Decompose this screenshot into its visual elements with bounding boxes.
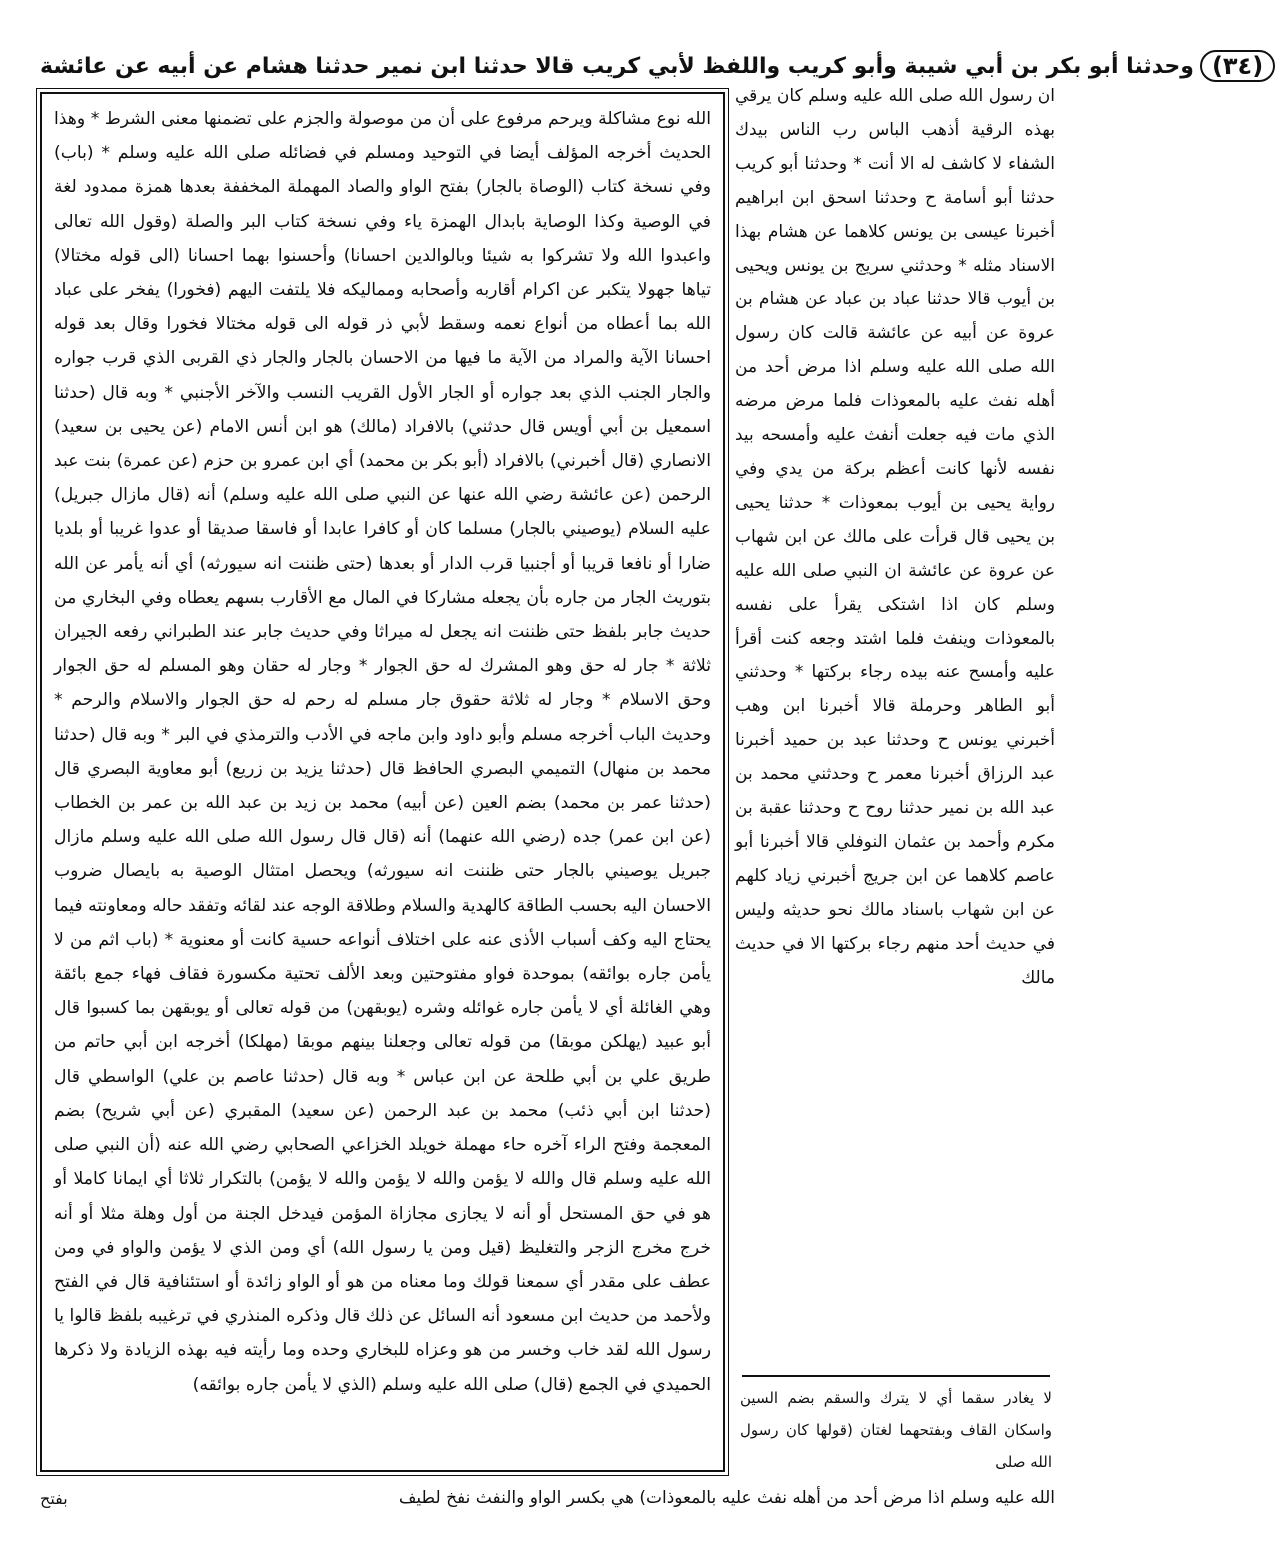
catchword: بفتح	[40, 1488, 68, 1508]
side-hadith-text: ان رسول الله صلى الله عليه وسلم كان يرقي بهذه الرقية أذهب الباس رب الناس بيدك الشفاء لا كاشف له الا أنت * وحدثنا أبو كريب حدثنا أبو أسامة ح وحدثنا اسحق ابن ابراهيم أخبرنا عيسى بن يونس كلاهما عن هشام بهذا الاسناد مثله * وحدثني سريج بن يونس ويحيى بن أيوب قالا حدثنا عباد بن عباد عن هشام بن عروة عن أبيه عن عائشة قالت كان رسول الله صلى الله عليه وسلم اذا مرض أحد من أهله نفث عليه بالمعوذات فلما مرض مرضه الذي مات فيه جعلت أنفث عليه وأمسحه بيد نفسه لأنها كانت أعظم بركة من يدي وفي رواية يحيى بن أيوب بمعوذات * حدثنا يحيى بن يحيى قال قرأت على مالك عن ابن شهاب عن عروة عن عائشة ان النبي صلى الله عليه وسلم كان اذا اشتكى يقرأ على نفسه بالمعوذات وينفث فلما اشتد وجعه كنت أقرأ عليه وأمسح عنه بيده رجاء بركتها * وحدثني أبو الطاهر وحرملة قالا أخبرنا ابن وهب أخبرني يونس ح وحدثنا عبد بن حميد أخبرنا عبد الرزاق أخبرنا معمر ح وحدثني محمد بن عبد الله بن نمير حدثنا روح ح وحدثنا عقبة بن مكرم وأحمد بن عثمان النوفلي قالا أخبرنا أبو عاصم كلاهما عن ابن جريج أخبرني زياد كلهم عن ابن شهاب باسناد مالك نحو حديثه وليس في حديث أحد منهم رجاء بركتها الا في حديث مالك	[735, 86, 1055, 988]
header-right-text: وحدثنا أبو بكر بن أبي شيبة وأبو كريب واللفظ لأبي كريب قالا حدثنا ابن نمير حدثنا هشام عن أبيه عن عائشة	[40, 53, 1194, 79]
footnote-text: لا يغادر سقما أي لا يترك والسقم بضم السين واسكان القاف وبفتحهما لغتان (قولها كان رسول الله صلى	[740, 1389, 1052, 1471]
footnote-separator	[742, 1375, 1050, 1377]
main-commentary-text: الله نوع مشاكلة ويرحم مرفوع على أن من موصولة والجزم على تضمنها معنى الشرط * وهذا الحديث أخرجه المؤلف أيضا في التوحيد ومسلم في فضائله صلى الله عليه وسلم * (باب) وفي نسخة كتاب (الوصاة بالجار) بفتح الواو والصاد المهملة المخففة بعدها همزة ممدود لغة في الوصية وكذا الوصاية بابدال الهمزة ياء وفي نسخة كتاب البر والصلة (وقول الله تعالى واعبدوا الله ولا تشركوا به شيئا وبالوالدين احسانا) وأحسنوا بهما احسانا (الى قوله مختالا) تياها جهولا يتكبر عن اكرام أقاربه وأصحابه ومماليكه فلا يلتفت اليهم (فخورا) يفخر على عباد الله بما أعطاه من أنواع نعمه وسقط لأبي ذر قوله الى قوله مختالا فخورا وقال بعد قوله احسانا الآية والمراد من الآية ما فيها من الاحسان بالجار والجار ذي القربى الذي قرب جواره والجار الجنب الذي بعد جواره أو الجار الأول القريب النسب والآخر الأجنبي * وبه قال (حدثنا اسمعيل بن أبي أويس قال حدثني) بالافراد (مالك) هو ابن أنس الامام (عن يحيى بن سعيد) الانصاري (قال أخبرني) بالافراد (أبو بكر بن محمد) أي ابن عمرو بن حزم (عن عمرة) بنت عبد الرحمن (عن عائشة رضي الله عنها عن النبي صلى الله عليه وسلم) أنه (قال مازال جبريل) عليه السلام (يوصيني بالجار) مسلما كان أو كافرا عابدا أو فاسقا صديقا أو عدوا غريبا أو بلديا ضارا أو نافعا قريبا أو أجنبيا قرب الدار أو بعدها (حتى ظننت انه سيورثه) أي أنه يأمر عن الله بتوريث الجار من جاره بأن يجعله مشاركا في المال مع الأقارب بسهم يعطاه وفي البخاري من حديث جابر بلفظ حتى ظننت انه يجعل له ميراثا وفي حديث جابر عند الطبراني رفعه الجيران ثلاثة * جار له حق وهو المشرك له حق الجوار * وجار له حقان وهو المسلم له حق الجوار وحق الاسلام * وجار له ثلاثة حقوق جار مسلم له رحم له حق الجوار والاسلام والرحم * وحديث الباب أخرجه مسلم وأبو داود وابن ماجه في الأدب والترمذي في البر * وبه قال (حدثنا محمد بن منهال) التميمي البصري الحافظ قال (حدثنا يزيد بن زريع) أبو معاوية البصري قال (حدثنا عمر بن محمد) بضم العين (عن أبيه) محمد بن زيد بن عبد الله بن عمر بن الخطاب (عن ابن عمر) جده (رضي الله عنهما) أنه (قال قال رسول الله صلى الله عليه وسلم مازال جبريل يوصيني بالجار حتى ظننت انه سيورثه) ويحصل امتثال الوصية به بايصال ضروب الاحسان اليه بحسب الطاقة كالهدية والسلام وطلاقة الوجه عند لقائه وتفقد حاله ومعاونته فيما يحتاج اليه وكف أسباب الأذى عنه على اختلاف أنواعه حسية كانت أو معنوية * (باب اثم من لا يأمن جاره بوائقه) بموحدة فواو مفتوحتين وبعد الألف تحتية مكسورة فقاف فهاء جمع بائقة وهي الغائلة أي لا يأمن جاره غوائله وشره (يوبقهن) من قوله تعالى أو يوبقهن بما كسبوا قال أبو عبيد (يهلكن موبقا) من قوله تعالى وجعلنا بينهم موبقا (مهلكا) أخرجه ابن أبي حاتم من طريق علي بن أبي طلحة عن ابن عباس * وبه قال (حدثنا عاصم بن علي) الواسطي قال (حدثنا ابن أبي ذئب) محمد بن عبد الرحمن (عن سعيد) المقبري (عن أبي شريح) بضم المعجمة وفتح الراء آخره حاء مهملة خويلد الخزاعي الصحابي رضي الله عنه (أن النبي صلى الله عليه وسلم قال والله لا يؤمن والله لا يؤمن والله لا يؤمن) بالتكرار ثلاثا أي ايمانا كاملا أو هو في حق المستحل أو أنه لا يجازى مجازاة المؤمن فيدخل الجنة من أول وهلة مثلا أو أنه خرج مخرج الزجر والتغليظ (قيل ومن يا رسول الله) أي ومن الذي لا يؤمن والواو في ومن عطف على مقدر أي سمعنا قولك وما معناه من هو أو الواو زائدة أو استئنافية قال في الفتح ولأحمد من حديث ابن مسعود أنه السائل عن ذلك قال وذكره المنذري في ترغيبه بلفظ قالوا يا رسول الله لقد خاب وخسر من هو وعزاه للبخاري وحده وما رأيته فيه بهذه الزيادة ولا ذكرها الحميدي في الجمع (قال) صلى الله عليه وسلم (الذي لا يأمن جاره بوائقه)	[54, 109, 711, 1395]
page-footer	[40, 1478, 1055, 1518]
footnote-panel	[740, 1382, 1052, 1492]
side-column-panel	[735, 80, 1055, 1370]
page-number: (٣٤)	[1200, 50, 1275, 82]
main-commentary-panel	[40, 92, 725, 1472]
footer-text: الله عليه وسلم اذا مرض أحد من أهله نفث عليه بالمعوذات) هي بكسر الواو والنفث نفخ لطيف	[398, 1488, 1055, 1508]
